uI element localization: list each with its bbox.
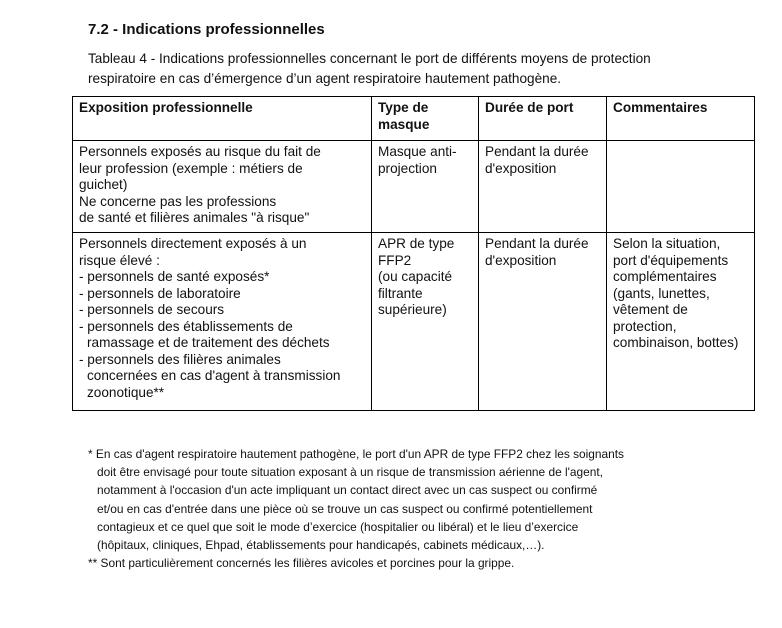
header-line: Durée de port [485, 100, 574, 115]
cell-line: concernées en cas d'agent à transmission [87, 368, 341, 383]
cell-line: d'exposition [485, 160, 557, 176]
footnotes [88, 445, 716, 572]
cell-line: de santé et filières animales "à risque" [79, 210, 310, 225]
cell-line: APR de type [378, 236, 455, 251]
cell-line: Pendant la durée [485, 236, 589, 251]
cell-line: port d'équipements [613, 252, 729, 268]
header-line: masque [378, 116, 430, 132]
cell-line: - personnels de santé exposés* [79, 269, 270, 284]
cell-commentaires [607, 233, 755, 411]
cell-line: projection [378, 160, 437, 176]
cell-line: Ne concerne pas les professions [79, 193, 277, 209]
header-line: Type de [378, 100, 429, 115]
cell-line: - personnels des filières animales [79, 351, 281, 367]
cell-line: combinaison, bottes) [613, 335, 739, 350]
header-cell-exposition [73, 97, 372, 141]
cell-line: Personnels exposés au risque du fait de [79, 144, 321, 159]
cell-duree [479, 233, 607, 411]
cell-line: (gants, lunettes, [613, 285, 710, 301]
header-cell-duree [479, 97, 607, 141]
cell-line: complémentaires [613, 269, 717, 284]
cell-line: (ou capacité [378, 269, 453, 284]
footnote-line: notamment à l'occasion d'un acte impliquant un contact direct avec un cas suspect ou confirmé [97, 483, 598, 498]
footnote-line: * En cas d'agent respiratoire hautement pathogène, le port d'un APR de type FFP2 chez les soignants [88, 447, 624, 461]
indications-table [72, 96, 755, 411]
header-line: Exposition professionnelle [79, 100, 253, 115]
cell-duree [479, 141, 607, 233]
caption-line: respiratoire en cas d’émergence d’un agent respiratoire hautement pathogène. [88, 71, 562, 86]
cell-type-masque [372, 233, 479, 411]
cell-line: - personnels de secours [79, 302, 225, 317]
section-title: 7.2 - Indications professionnelles [88, 21, 325, 38]
cell-line: Selon la situation, [613, 236, 721, 251]
cell-line: ramassage et de traitement des déchets [87, 335, 330, 350]
cell-exposition [73, 233, 372, 411]
cell-line: guichet) [79, 177, 128, 192]
table-caption [88, 49, 748, 89]
footnote-line: contagieux et ce quel que soit le mode d’exercice (hospitalier ou libéral) et le lieu d’exercice [97, 519, 579, 534]
cell-exposition [73, 141, 372, 233]
cell-line: leur profession (exemple : métiers de [79, 160, 303, 176]
footnote-1 [88, 445, 716, 554]
cell-line: vêtement de [613, 302, 688, 317]
cell-line: Masque anti- [378, 144, 457, 159]
cell-line: risque élevé : [79, 252, 160, 268]
footnote-line: (hôpitaux, cliniques, Ehpad, établissements pour handicapés, cabinets médicaux,…). [97, 538, 545, 553]
cell-type-masque [372, 141, 479, 233]
cell-line: zoonotique** [87, 384, 165, 400]
cell-line: Pendant la durée [485, 144, 589, 159]
cell-line: - personnels de laboratoire [79, 285, 241, 301]
footnote-line: doit être envisagé pour toute situation exposant à un risque de transmission aérienne de l'agent, [97, 465, 603, 480]
cell-commentaires [607, 141, 755, 233]
table-row [73, 141, 755, 233]
footnote-2 [88, 554, 716, 572]
cell-line: d'exposition [485, 252, 557, 268]
cell-line: filtrante [378, 285, 423, 301]
cell-line: protection, [613, 318, 677, 334]
header-cell-commentaires [607, 97, 755, 141]
cell-line: - personnels des établissements de [79, 318, 293, 334]
table-row [73, 233, 755, 411]
table-header-row [73, 97, 755, 141]
header-cell-type-masque [372, 97, 479, 141]
cell-line: supérieure) [378, 302, 447, 317]
cell-line: Personnels directement exposés à un [79, 236, 307, 251]
footnote-line: ** Sont particulièrement concernés les filières avicoles et porcines pour la grippe. [88, 556, 515, 571]
footnote-line: et/ou en cas d'entrée dans une pièce où se trouve un cas suspect ou confirmé potentiellement [97, 501, 593, 516]
cell-line: FFP2 [378, 252, 412, 268]
caption-line: Tableau 4 - Indications professionnelles concernant le port de différents moyens de protection [88, 51, 651, 66]
header-line: Commentaires [613, 100, 708, 115]
